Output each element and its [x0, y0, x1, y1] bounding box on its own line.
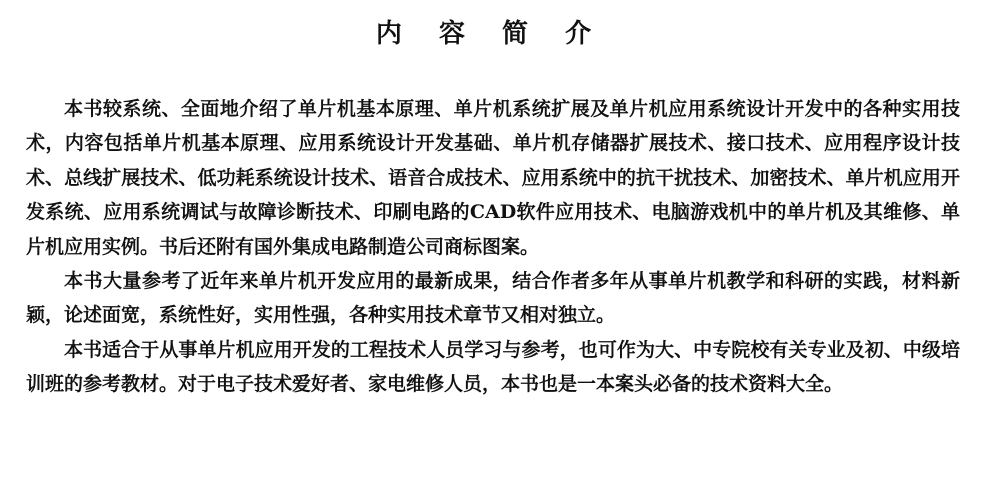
page-title: 内 容 简 介: [375, 19, 606, 49]
document-body: [26, 92, 960, 402]
paragraph-audience: 本书适合于从事单片机应用开发的工程技术人员学习与参考，也可作为大、中专院校有关专业及初、中级培训班的参考教材。对于电子技术爱好者、家电维修人员，本书也是一本案头必备的技术资料大全。: [26, 338, 960, 396]
paragraph-references: 本书大量参考了近年来单片机开发应用的最新成果，结合作者多年从事单片机教学和科研的实践，材料新颖，论述面宽，系统性好，实用性强，各种实用技术章节又相对独立。: [26, 270, 960, 327]
paragraph-intro: 本书较系统、全面地介绍了单片机基本原理、单片机系统扩展及单片机应用系统设计开发中的各种实用技术，内容包括单片机基本原理、应用系统设计开发基础、单片机存储器扩展技术、接口技术、应用程序设计技术、总线扩展技术、低功耗系统设计技术、语音合成技术、应用系统中的抗干扰技术、加密技术、单片机应用开发系统、应用系统调试与故障诊断技术、印刷电路的CAD软件应用技术、电脑游戏机中的单片机及其维修、单片机应用实例。书后还附有国外集成电路制造公司商标图案。: [26, 98, 960, 258]
